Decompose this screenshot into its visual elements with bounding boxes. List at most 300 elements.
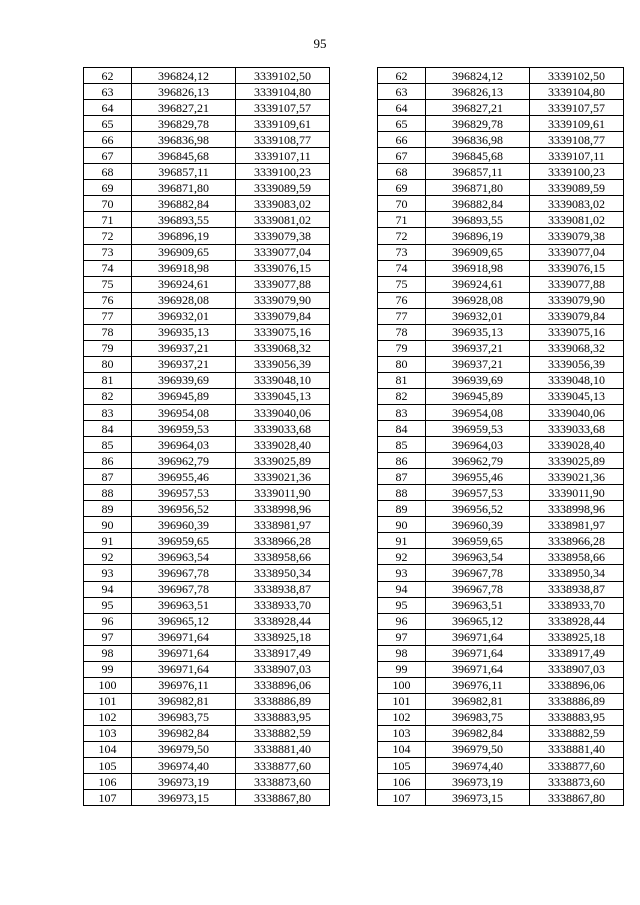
y-coordinate-cell: 3339107,57 <box>530 100 624 116</box>
y-coordinate-cell: 3339040,06 <box>530 404 624 420</box>
y-coordinate-cell: 3339025,89 <box>530 453 624 469</box>
page-number: 95 <box>313 36 327 51</box>
table-row <box>378 180 624 196</box>
x-coordinate-cell: 396959,65 <box>426 533 530 549</box>
table-row <box>378 549 624 565</box>
x-coordinate-cell: 396954,08 <box>426 404 530 420</box>
y-coordinate-cell: 3338877,60 <box>236 758 330 774</box>
table-row <box>378 741 624 757</box>
table-row <box>84 469 330 485</box>
x-coordinate-cell: 396963,51 <box>426 597 530 613</box>
point-number-cell: 103 <box>84 725 132 741</box>
y-coordinate-cell: 3339045,13 <box>530 388 624 404</box>
x-coordinate-cell: 396871,80 <box>426 180 530 196</box>
table-row <box>84 292 330 308</box>
y-coordinate-cell: 3338881,40 <box>236 741 330 757</box>
point-number-cell: 102 <box>84 709 132 725</box>
y-coordinate-cell: 3338881,40 <box>530 741 624 757</box>
table-row <box>378 661 624 677</box>
x-coordinate-cell: 396973,15 <box>132 790 236 806</box>
x-coordinate-cell: 396971,64 <box>426 629 530 645</box>
table-row <box>84 613 330 629</box>
y-coordinate-cell: 3339083,02 <box>236 196 330 212</box>
point-number-cell: 72 <box>84 228 132 244</box>
y-coordinate-cell: 3339079,84 <box>236 308 330 324</box>
y-coordinate-cell: 3339079,38 <box>530 228 624 244</box>
point-number-cell: 93 <box>84 565 132 581</box>
table-row <box>84 244 330 260</box>
y-coordinate-cell: 3339079,38 <box>236 228 330 244</box>
y-coordinate-cell: 3338933,70 <box>236 597 330 613</box>
y-coordinate-cell: 3338928,44 <box>236 613 330 629</box>
point-number-cell: 106 <box>378 774 426 790</box>
table-row <box>84 774 330 790</box>
y-coordinate-cell: 3339077,04 <box>236 244 330 260</box>
x-coordinate-cell: 396845,68 <box>426 148 530 164</box>
point-number-cell: 80 <box>84 356 132 372</box>
table-row <box>84 260 330 276</box>
point-number-cell: 99 <box>378 661 426 677</box>
x-coordinate-cell: 396826,13 <box>132 84 236 100</box>
table-row <box>378 132 624 148</box>
table-row <box>378 693 624 709</box>
point-number-cell: 107 <box>378 790 426 806</box>
y-coordinate-cell: 3339011,90 <box>236 485 330 501</box>
table-row <box>84 196 330 212</box>
point-number-cell: 94 <box>378 581 426 597</box>
point-number-cell: 83 <box>84 404 132 420</box>
y-coordinate-cell: 3339075,16 <box>530 324 624 340</box>
y-coordinate-cell: 3339089,59 <box>236 180 330 196</box>
x-coordinate-cell: 396957,53 <box>426 485 530 501</box>
table-row <box>378 244 624 260</box>
x-coordinate-cell: 396957,53 <box>132 485 236 501</box>
point-number-cell: 69 <box>84 180 132 196</box>
x-coordinate-cell: 396871,80 <box>132 180 236 196</box>
table-row <box>378 340 624 356</box>
x-coordinate-cell: 396827,21 <box>132 100 236 116</box>
y-coordinate-cell: 3339048,10 <box>530 372 624 388</box>
x-coordinate-cell: 396971,64 <box>132 661 236 677</box>
point-number-cell: 95 <box>84 597 132 613</box>
table-row <box>84 84 330 100</box>
y-coordinate-cell: 3338928,44 <box>530 613 624 629</box>
y-coordinate-cell: 3339079,90 <box>530 292 624 308</box>
point-number-cell: 69 <box>378 180 426 196</box>
point-number-cell: 67 <box>378 148 426 164</box>
table-row <box>378 581 624 597</box>
point-number-cell: 95 <box>378 597 426 613</box>
point-number-cell: 92 <box>378 549 426 565</box>
y-coordinate-cell: 3338925,18 <box>236 629 330 645</box>
table-row <box>84 565 330 581</box>
x-coordinate-cell: 396896,19 <box>132 228 236 244</box>
y-coordinate-cell: 3339021,36 <box>236 469 330 485</box>
table-row <box>378 645 624 661</box>
x-coordinate-cell: 396971,64 <box>132 645 236 661</box>
y-coordinate-cell: 3338882,59 <box>530 725 624 741</box>
point-number-cell: 88 <box>84 485 132 501</box>
coordinates-table-right-body <box>378 68 624 806</box>
y-coordinate-cell: 3339100,23 <box>530 164 624 180</box>
x-coordinate-cell: 396857,11 <box>426 164 530 180</box>
table-row <box>378 774 624 790</box>
x-coordinate-cell: 396893,55 <box>426 212 530 228</box>
table-row <box>84 148 330 164</box>
table-row <box>378 164 624 180</box>
table-row <box>378 453 624 469</box>
table-row <box>378 116 624 132</box>
point-number-cell: 62 <box>378 68 426 84</box>
y-coordinate-cell: 3339108,77 <box>236 132 330 148</box>
y-coordinate-cell: 3338867,80 <box>530 790 624 806</box>
point-number-cell: 107 <box>84 790 132 806</box>
table-row <box>378 501 624 517</box>
point-number-cell: 67 <box>84 148 132 164</box>
point-number-cell: 76 <box>84 292 132 308</box>
y-coordinate-cell: 3339028,40 <box>236 437 330 453</box>
table-row <box>378 260 624 276</box>
y-coordinate-cell: 3339102,50 <box>236 68 330 84</box>
point-number-cell: 99 <box>84 661 132 677</box>
point-number-cell: 89 <box>378 501 426 517</box>
x-coordinate-cell: 396979,50 <box>132 741 236 757</box>
table-row <box>84 276 330 292</box>
point-number-cell: 68 <box>378 164 426 180</box>
point-number-cell: 93 <box>378 565 426 581</box>
x-coordinate-cell: 396935,13 <box>426 324 530 340</box>
y-coordinate-cell: 3338873,60 <box>236 774 330 790</box>
coordinates-table-right <box>377 67 624 806</box>
y-coordinate-cell: 3338917,49 <box>530 645 624 661</box>
point-number-cell: 81 <box>84 372 132 388</box>
x-coordinate-cell: 396967,78 <box>132 581 236 597</box>
table-row <box>84 629 330 645</box>
point-number-cell: 71 <box>84 212 132 228</box>
x-coordinate-cell: 396967,78 <box>426 565 530 581</box>
x-coordinate-cell: 396956,52 <box>132 501 236 517</box>
point-number-cell: 77 <box>84 308 132 324</box>
x-coordinate-cell: 396937,21 <box>132 356 236 372</box>
y-coordinate-cell: 3338882,59 <box>236 725 330 741</box>
point-number-cell: 85 <box>84 437 132 453</box>
point-number-cell: 66 <box>84 132 132 148</box>
table-row <box>378 212 624 228</box>
point-number-cell: 106 <box>84 774 132 790</box>
x-coordinate-cell: 396937,21 <box>426 356 530 372</box>
point-number-cell: 70 <box>378 196 426 212</box>
point-number-cell: 65 <box>378 116 426 132</box>
table-row <box>378 308 624 324</box>
table-row <box>84 485 330 501</box>
x-coordinate-cell: 396845,68 <box>132 148 236 164</box>
point-number-cell: 74 <box>84 260 132 276</box>
table-row <box>378 565 624 581</box>
y-coordinate-cell: 3339048,10 <box>236 372 330 388</box>
x-coordinate-cell: 396967,78 <box>132 565 236 581</box>
table-row <box>378 421 624 437</box>
table-row <box>84 404 330 420</box>
table-row <box>378 485 624 501</box>
table-row <box>378 292 624 308</box>
table-row <box>378 100 624 116</box>
x-coordinate-cell: 396893,55 <box>132 212 236 228</box>
x-coordinate-cell: 396959,65 <box>132 533 236 549</box>
table-row <box>378 517 624 533</box>
y-coordinate-cell: 3338938,87 <box>530 581 624 597</box>
point-number-cell: 86 <box>84 453 132 469</box>
x-coordinate-cell: 396965,12 <box>426 613 530 629</box>
table-row <box>378 597 624 613</box>
table-row <box>84 421 330 437</box>
table-row <box>84 228 330 244</box>
point-number-cell: 96 <box>84 613 132 629</box>
table-row <box>84 517 330 533</box>
table-row <box>378 437 624 453</box>
table-row <box>84 597 330 613</box>
point-number-cell: 98 <box>84 645 132 661</box>
point-number-cell: 94 <box>84 581 132 597</box>
x-coordinate-cell: 396918,98 <box>426 260 530 276</box>
point-number-cell: 91 <box>84 533 132 549</box>
table-row <box>84 324 330 340</box>
point-number-cell: 105 <box>378 758 426 774</box>
y-coordinate-cell: 3339056,39 <box>530 356 624 372</box>
table-row <box>84 132 330 148</box>
x-coordinate-cell: 396935,13 <box>132 324 236 340</box>
point-number-cell: 82 <box>378 388 426 404</box>
x-coordinate-cell: 396857,11 <box>132 164 236 180</box>
x-coordinate-cell: 396974,40 <box>426 758 530 774</box>
y-coordinate-cell: 3338867,80 <box>236 790 330 806</box>
x-coordinate-cell: 396909,65 <box>426 244 530 260</box>
x-coordinate-cell: 396924,61 <box>426 276 530 292</box>
y-coordinate-cell: 3339107,11 <box>530 148 624 164</box>
table-row <box>378 629 624 645</box>
x-coordinate-cell: 396954,08 <box>132 404 236 420</box>
table-row <box>84 645 330 661</box>
table-row <box>84 758 330 774</box>
point-number-cell: 78 <box>84 324 132 340</box>
x-coordinate-cell: 396882,84 <box>426 196 530 212</box>
y-coordinate-cell: 3338907,03 <box>236 661 330 677</box>
point-number-cell: 84 <box>378 421 426 437</box>
x-coordinate-cell: 396967,78 <box>426 581 530 597</box>
table-row <box>378 725 624 741</box>
table-row <box>378 148 624 164</box>
y-coordinate-cell: 3339025,89 <box>236 453 330 469</box>
y-coordinate-cell: 3339109,61 <box>236 116 330 132</box>
x-coordinate-cell: 396976,11 <box>426 677 530 693</box>
table-row <box>378 372 624 388</box>
table-row <box>84 100 330 116</box>
x-coordinate-cell: 396909,65 <box>132 244 236 260</box>
point-number-cell: 72 <box>378 228 426 244</box>
x-coordinate-cell: 396963,54 <box>132 549 236 565</box>
point-number-cell: 73 <box>378 244 426 260</box>
y-coordinate-cell: 3338950,34 <box>530 565 624 581</box>
x-coordinate-cell: 396932,01 <box>426 308 530 324</box>
table-row <box>84 180 330 196</box>
y-coordinate-cell: 3338896,06 <box>236 677 330 693</box>
x-coordinate-cell: 396982,84 <box>426 725 530 741</box>
point-number-cell: 62 <box>84 68 132 84</box>
x-coordinate-cell: 396976,11 <box>132 677 236 693</box>
y-coordinate-cell: 3338950,34 <box>236 565 330 581</box>
y-coordinate-cell: 3338886,89 <box>236 693 330 709</box>
x-coordinate-cell: 396882,84 <box>132 196 236 212</box>
point-number-cell: 64 <box>378 100 426 116</box>
y-coordinate-cell: 3339108,77 <box>530 132 624 148</box>
x-coordinate-cell: 396829,78 <box>426 116 530 132</box>
x-coordinate-cell: 396974,40 <box>132 758 236 774</box>
point-number-cell: 74 <box>378 260 426 276</box>
y-coordinate-cell: 3339081,02 <box>530 212 624 228</box>
table-row <box>378 709 624 725</box>
x-coordinate-cell: 396939,69 <box>132 372 236 388</box>
x-coordinate-cell: 396829,78 <box>132 116 236 132</box>
y-coordinate-cell: 3339107,57 <box>236 100 330 116</box>
point-number-cell: 98 <box>378 645 426 661</box>
table-row <box>378 356 624 372</box>
y-coordinate-cell: 3339021,36 <box>530 469 624 485</box>
y-coordinate-cell: 3339076,15 <box>530 260 624 276</box>
x-coordinate-cell: 396826,13 <box>426 84 530 100</box>
x-coordinate-cell: 396896,19 <box>426 228 530 244</box>
table-row <box>84 388 330 404</box>
table-row <box>378 404 624 420</box>
x-coordinate-cell: 396959,53 <box>426 421 530 437</box>
point-number-cell: 90 <box>84 517 132 533</box>
x-coordinate-cell: 396965,12 <box>132 613 236 629</box>
point-number-cell: 73 <box>84 244 132 260</box>
table-row <box>378 533 624 549</box>
y-coordinate-cell: 3339033,68 <box>530 421 624 437</box>
table-row <box>84 372 330 388</box>
table-row <box>378 758 624 774</box>
point-number-cell: 91 <box>378 533 426 549</box>
table-row <box>378 324 624 340</box>
point-number-cell: 101 <box>378 693 426 709</box>
point-number-cell: 76 <box>378 292 426 308</box>
point-number-cell: 81 <box>378 372 426 388</box>
y-coordinate-cell: 3339083,02 <box>530 196 624 212</box>
y-coordinate-cell: 3338877,60 <box>530 758 624 774</box>
x-coordinate-cell: 396979,50 <box>426 741 530 757</box>
y-coordinate-cell: 3339077,04 <box>530 244 624 260</box>
table-row <box>84 725 330 741</box>
point-number-cell: 79 <box>378 340 426 356</box>
point-number-cell: 96 <box>378 613 426 629</box>
y-coordinate-cell: 3339011,90 <box>530 485 624 501</box>
point-number-cell: 87 <box>84 469 132 485</box>
table-row <box>84 308 330 324</box>
point-number-cell: 65 <box>84 116 132 132</box>
coordinates-table-left-body <box>84 68 330 806</box>
y-coordinate-cell: 3339068,32 <box>236 340 330 356</box>
table-row <box>84 437 330 453</box>
point-number-cell: 90 <box>378 517 426 533</box>
point-number-cell: 88 <box>378 485 426 501</box>
y-coordinate-cell: 3338981,97 <box>236 517 330 533</box>
point-number-cell: 100 <box>378 677 426 693</box>
y-coordinate-cell: 3338917,49 <box>236 645 330 661</box>
x-coordinate-cell: 396824,12 <box>132 68 236 84</box>
table-row <box>84 693 330 709</box>
x-coordinate-cell: 396827,21 <box>426 100 530 116</box>
point-number-cell: 75 <box>84 276 132 292</box>
point-number-cell: 84 <box>84 421 132 437</box>
y-coordinate-cell: 3338958,66 <box>530 549 624 565</box>
point-number-cell: 63 <box>378 84 426 100</box>
y-coordinate-cell: 3338966,28 <box>236 533 330 549</box>
table-row <box>378 388 624 404</box>
table-row <box>84 212 330 228</box>
point-number-cell: 103 <box>378 725 426 741</box>
coordinates-table-left <box>83 67 330 806</box>
point-number-cell: 64 <box>84 100 132 116</box>
table-row <box>84 356 330 372</box>
x-coordinate-cell: 396836,98 <box>132 132 236 148</box>
y-coordinate-cell: 3339102,50 <box>530 68 624 84</box>
point-number-cell: 97 <box>378 629 426 645</box>
y-coordinate-cell: 3339033,68 <box>236 421 330 437</box>
x-coordinate-cell: 396945,89 <box>426 388 530 404</box>
y-coordinate-cell: 3338958,66 <box>236 549 330 565</box>
x-coordinate-cell: 396971,64 <box>426 645 530 661</box>
y-coordinate-cell: 3339079,84 <box>530 308 624 324</box>
x-coordinate-cell: 396928,08 <box>426 292 530 308</box>
point-number-cell: 75 <box>378 276 426 292</box>
point-number-cell: 63 <box>84 84 132 100</box>
table-row <box>84 453 330 469</box>
y-coordinate-cell: 3339104,80 <box>530 84 624 100</box>
x-coordinate-cell: 396956,52 <box>426 501 530 517</box>
x-coordinate-cell: 396982,81 <box>132 693 236 709</box>
y-coordinate-cell: 3339045,13 <box>236 388 330 404</box>
table-row <box>84 549 330 565</box>
y-coordinate-cell: 3338896,06 <box>530 677 624 693</box>
table-row <box>378 677 624 693</box>
x-coordinate-cell: 396924,61 <box>132 276 236 292</box>
x-coordinate-cell: 396939,69 <box>426 372 530 388</box>
y-coordinate-cell: 3338883,95 <box>236 709 330 725</box>
y-coordinate-cell: 3339076,15 <box>236 260 330 276</box>
x-coordinate-cell: 396964,03 <box>132 437 236 453</box>
x-coordinate-cell: 396973,15 <box>426 790 530 806</box>
y-coordinate-cell: 3339104,80 <box>236 84 330 100</box>
point-number-cell: 87 <box>378 469 426 485</box>
table-row <box>378 613 624 629</box>
y-coordinate-cell: 3338873,60 <box>530 774 624 790</box>
point-number-cell: 105 <box>84 758 132 774</box>
y-coordinate-cell: 3339089,59 <box>530 180 624 196</box>
table-row <box>84 741 330 757</box>
point-number-cell: 85 <box>378 437 426 453</box>
x-coordinate-cell: 396945,89 <box>132 388 236 404</box>
y-coordinate-cell: 3339077,88 <box>530 276 624 292</box>
x-coordinate-cell: 396928,08 <box>132 292 236 308</box>
table-row <box>378 84 624 100</box>
point-number-cell: 101 <box>84 693 132 709</box>
y-coordinate-cell: 3339081,02 <box>236 212 330 228</box>
point-number-cell: 97 <box>84 629 132 645</box>
table-row <box>84 709 330 725</box>
point-number-cell: 77 <box>378 308 426 324</box>
x-coordinate-cell: 396982,81 <box>426 693 530 709</box>
table-row <box>378 276 624 292</box>
x-coordinate-cell: 396955,46 <box>132 469 236 485</box>
